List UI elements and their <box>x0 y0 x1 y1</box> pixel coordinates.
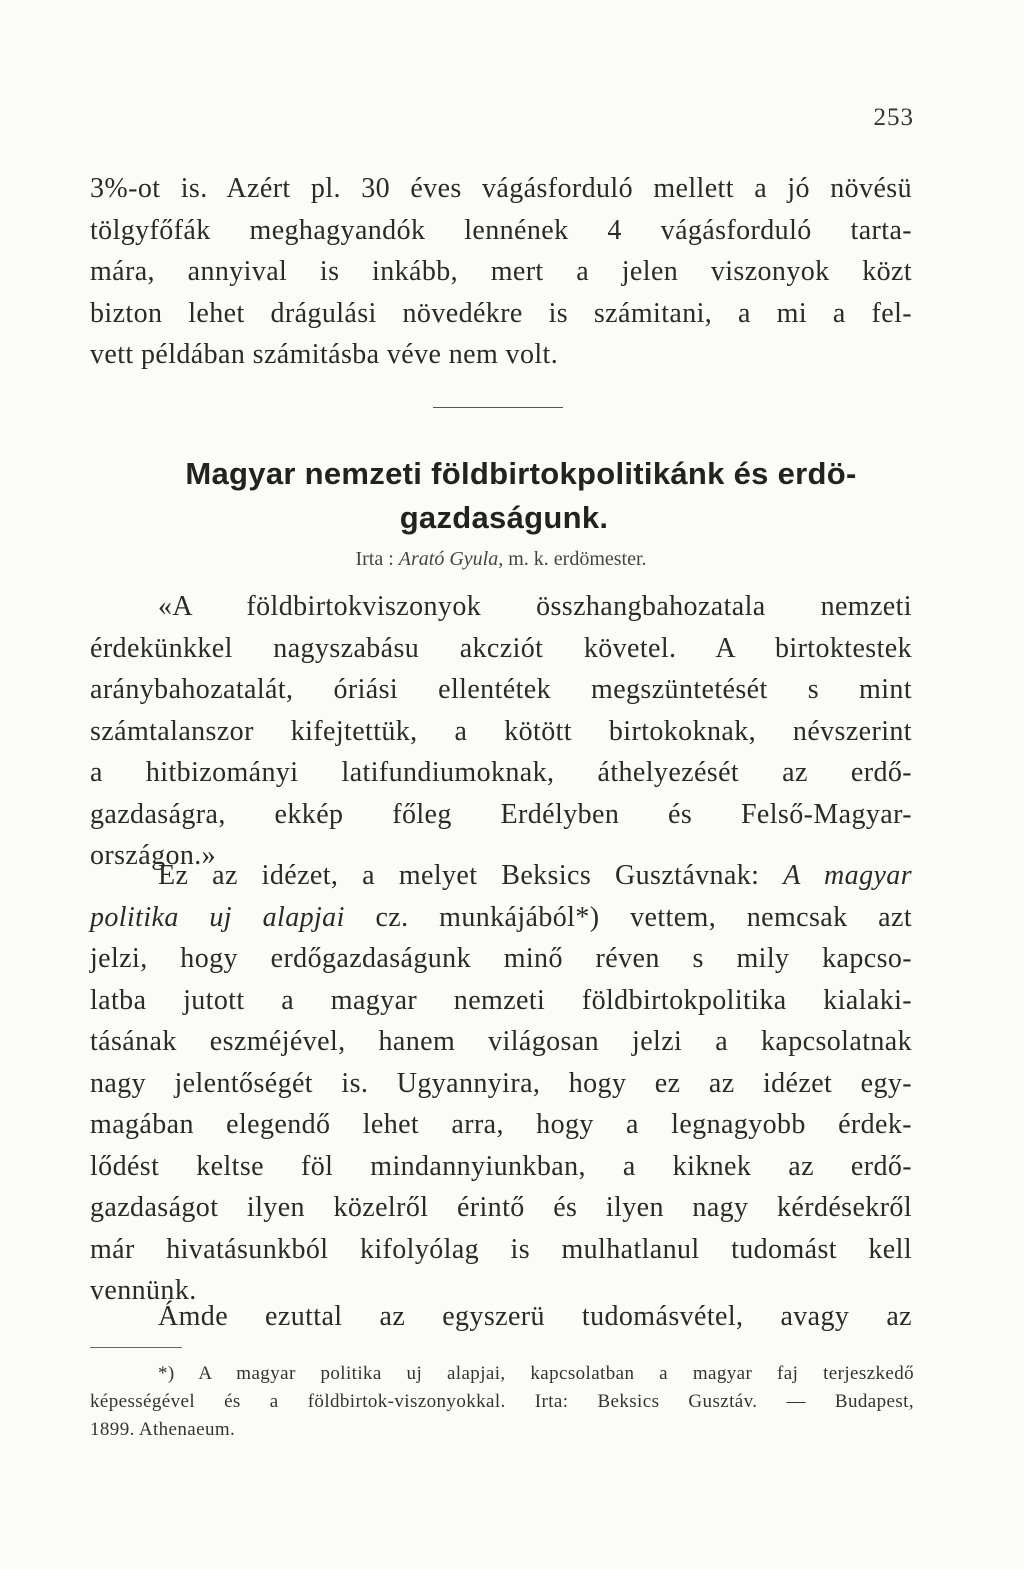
text-line: a hitbizományi latifundiumoknak, áthelyezését az erdő- <box>90 757 912 788</box>
section-separator <box>433 407 563 408</box>
text-line: latba jutott a magyar nemzeti földbirtokpolitika kialaki- <box>90 984 912 1016</box>
text-line <box>90 855 912 897</box>
text-line: «A földbirtokviszonyok összhangbahozatala nemzeti <box>158 591 912 622</box>
text-line: vennünk. <box>90 1275 197 1306</box>
text-line: számtalanszor kifejtettük, a kötött birtokoknak, névszerint <box>90 715 912 747</box>
text-line: már hivatásunkból kifolyólag is mulhatlanul tudomást kell <box>90 1233 912 1265</box>
text-line: aránybahozatalát, óriási ellentétek megszüntetését s mint <box>90 674 912 705</box>
article-title-line: Magyar nemzeti földbirtokpolitikánk és erdö- <box>185 456 857 491</box>
body-paragraph <box>90 855 912 1312</box>
article-title-line: gazdaságunk. <box>399 500 609 535</box>
text-line: gazdaságra, ekkép főleg Erdélyben és Felső-Magyar- <box>90 798 912 830</box>
text-line: vett példában számitásba véve nem volt. <box>90 339 559 370</box>
quote-paragraph <box>90 586 912 877</box>
book-title-italic: politika uj alapjai <box>90 901 345 933</box>
footnote-rule <box>90 1347 182 1348</box>
article-byline <box>90 546 912 572</box>
footnote-line: 1899. Athenaeum. <box>90 1419 236 1440</box>
book-title-italic: A magyar <box>783 860 913 891</box>
paragraph-continued <box>90 168 912 376</box>
text-line: gazdaságot ilyen közelről érintő és ilyen nagy kérdésekről <box>90 1192 912 1223</box>
text-line: nagy jelentőségét is. Ugyannyira, hogy ez az idézet egy- <box>90 1067 912 1099</box>
footnote-line: *) A magyar politika uj alapjai, kapcsolatban a magyar faj terjeszkedő <box>158 1363 914 1384</box>
text-line: magában elegendő lehet arra, hogy a legnagyobb érdek- <box>90 1109 912 1140</box>
text-line: mára, annyival is inkább, mert a jelen viszonyok közt <box>90 256 912 287</box>
article-title <box>90 452 912 540</box>
text-line: Ámde ezuttal az egyszerü tudomásvétel, avagy az <box>158 1301 912 1332</box>
text-line <box>90 897 912 939</box>
body-paragraph <box>90 1296 912 1338</box>
text-line: tásának eszméjével, hanem világosan jelzi a kapcsolatnak <box>90 1026 912 1057</box>
footnote <box>90 1360 914 1444</box>
text-line: 3%-ot is. Azért pl. 30 éves vágásforduló mellett a jó növésü <box>90 173 912 204</box>
text-line: lődést keltse föl mindannyiunkban, a kiknek az erdő- <box>90 1150 912 1182</box>
text-line: bizton lehet drágulási növedékre is számitani, a mi a fel- <box>90 297 912 329</box>
text-line: érdekünkkel nagyszabásu akcziót követel. A birtoktestek <box>90 632 912 664</box>
text-span: cz. munkájából*) vettem, nemcsak azt <box>375 901 913 933</box>
text-span: Ez az idézet, a melyet Beksics Gusztávnak: <box>158 860 760 891</box>
author-name: Arató Gyula, <box>398 548 504 570</box>
page-number: 253 <box>873 104 914 131</box>
text-line: tölgyfőfák meghagyandók lennének 4 vágásforduló tarta- <box>90 214 912 246</box>
author-title: m. k. erdömester. <box>508 548 647 570</box>
text-line: országon.» <box>90 840 217 871</box>
text-line: jelzi, hogy erdőgazdaságunk minő réven s mily kapcso- <box>90 943 912 974</box>
byline-prefix: Irta : <box>355 548 394 570</box>
footnote-line: képességével és a földbirtok-viszonyokkal. Irta: Beksics Gusztáv. — Budapest, <box>90 1391 914 1412</box>
